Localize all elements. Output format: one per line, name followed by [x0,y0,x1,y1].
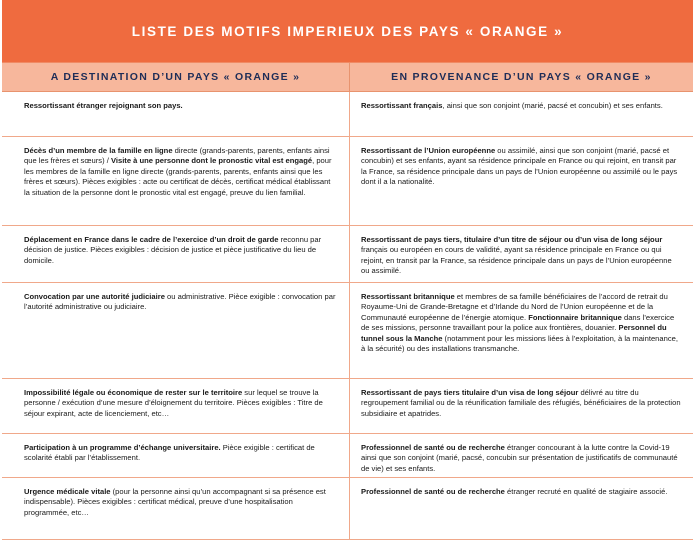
cell-text: (notamment pour les missions liées à l’exploitation, à la maintenance, à la sécurité) ou des installations transmanche. [361,333,678,354]
table-row [2,225,693,282]
cell-bold-text: Visite à une personne dont le pronostic vital est engagé [110,156,313,166]
table-row [2,477,693,539]
cell-destination [2,92,350,136]
cell-bold-text: Décès d’un membre de la famille en ligne [24,145,173,155]
cell-bold-text: Participation à un programme d’échange universitaire. [24,442,221,452]
cell-bold-text: Ressortissant français [361,101,443,110]
cell-text: et membres de sa famille bénéficiaires de l’accord de retrait du Royaume-Uni de Grande-Bretagne et d’Irlande du Nord de l’Union européenne et de la Communauté européenne de l’énergie atomique. [361,291,668,322]
cell-bold-text: Ressortissant britannique [361,291,455,301]
motifs-table [2,92,693,540]
cell-provenance [350,136,694,225]
cell-destination [2,282,350,378]
cell-provenance [350,378,694,433]
cell-text: reconnu par décision de justice. Pièces exigibles : décision de justice et pièce justificative du lieu de domicile. [24,234,322,265]
cell-text: , pour les membres de la famille en ligne directe (grands-parents, parents, enfants ainsi que les frères et sœurs). Pièces exigibles : acte ou certificat de décès, certificat médical établissant la situation de la personne dont le pronostic vital est engagé, preuve du lien familial. [24,156,332,197]
table-row [2,92,693,136]
cell-bold-text: Professionnel de santé ou de recherche [361,486,505,496]
cell-text: , ainsi que son conjoint (marié, pacsé et concubin) et ses enfants. [442,101,663,110]
cell-destination [2,433,350,477]
column-headers [2,62,693,92]
cell-destination [2,378,350,433]
table-row [2,136,693,225]
cell-bold-text: Convocation par une autorité judiciaire [24,291,165,301]
header-destination: A DESTINATION D’UN PAYS « ORANGE » [2,63,350,91]
cell-text: sur lequel se trouve la personne / exécution d’une mesure d’éloignement du territoire. Pièces exigibles : Titre de séjour expirant, acte de licenciement, etc… [24,387,323,418]
cell-destination [2,136,350,225]
cell-bold-text: Ressortissant de l’Union européenne [361,145,496,155]
header-provenance: EN PROVENANCE D’UN PAYS « ORANGE » [391,71,652,83]
cell-bold-text: Ressortissant de pays tiers titulaire d’un visa de long séjour [361,387,579,397]
cell-provenance [350,477,694,539]
cell-provenance [350,433,694,477]
cell-text: étranger concourant à la lutte contre la Covid-19 ainsi que son conjoint (marié, pacsé, concubin sur présentation de justificatifs de communauté de vie) et ses enfants. [361,442,678,473]
cell-provenance [350,282,694,378]
table-row [2,378,693,433]
cell-destination [2,477,350,539]
cell-bold-text: Impossibilité légale ou économique de rester sur le territoire [24,387,243,397]
cell-bold-text: Déplacement en France dans le cadre de l’exercice d’un droit de garde [24,234,279,244]
document-title: LISTE DES MOTIFS IMPERIEUX DES PAYS « ORANGE » [2,0,693,62]
table-row [2,433,693,477]
cell-text: délivré au titre du regroupement familial ou de la réunification familiale des réfugiés, bénéficiaires de la protection subsidiaire et apatrides. [361,387,681,418]
cell-destination [2,225,350,282]
document [2,0,693,539]
cell-text: (pour la personne ainsi qu’un accompagnant si sa présence est indispensable). Pièces exigibles : certificat médical, preuve d’une hospitalisation programmée, etc… [24,486,326,517]
cell-text: ou administrative. Pièce exigible : convocation par l’autorité administrative ou judiciaire. [24,291,336,312]
cell-bold-text: Fonctionnaire britannique [528,312,622,322]
cell-bold-text: Professionnel de santé ou de recherche [361,442,505,452]
cell-text: dans l’exercice de ses missions, personne travaillant pour la police aux frontières, douanier. [361,312,675,333]
cell-text: directe (grands-parents, parents, enfants ainsi que les frères et sœurs) / [24,145,330,166]
cell-provenance [350,92,694,136]
cell-bold-text: Personnel du tunnel sous la Manche [361,323,667,343]
cell-text: étranger recruté en qualité de stagiaire associé. [504,486,668,496]
cell-bold-text: Ressortissant de pays tiers, titulaire d’un titre de séjour ou d’un visa de long séjour [361,234,663,244]
table-row [2,282,693,378]
cell-text: ou assimilé, ainsi que son conjoint (marié, pacsé et concubin) et ses enfants, ayant sa résidence principale en France ou qui rejoint, en transit par la France, sa résidence principale dans un pays de l’Union européenne ou assimilé ou le pays dont il a la nationalité. [361,145,678,187]
cell-bold-text: Ressortissant étranger rejoignant son pays. [24,101,183,110]
cell-text: Pièce exigible : certificat de scolarité établi par l’établissement. [24,442,315,463]
cell-text: français ou européen en cours de validité, ayant sa résidence principale en France ou qui rejoint, en transit par la France, sa résidence principale dans un pays de l’Union européenne ou assimilé. [361,245,672,276]
cell-bold-text: Urgence médicale vitale [24,486,111,496]
cell-provenance [350,225,694,282]
